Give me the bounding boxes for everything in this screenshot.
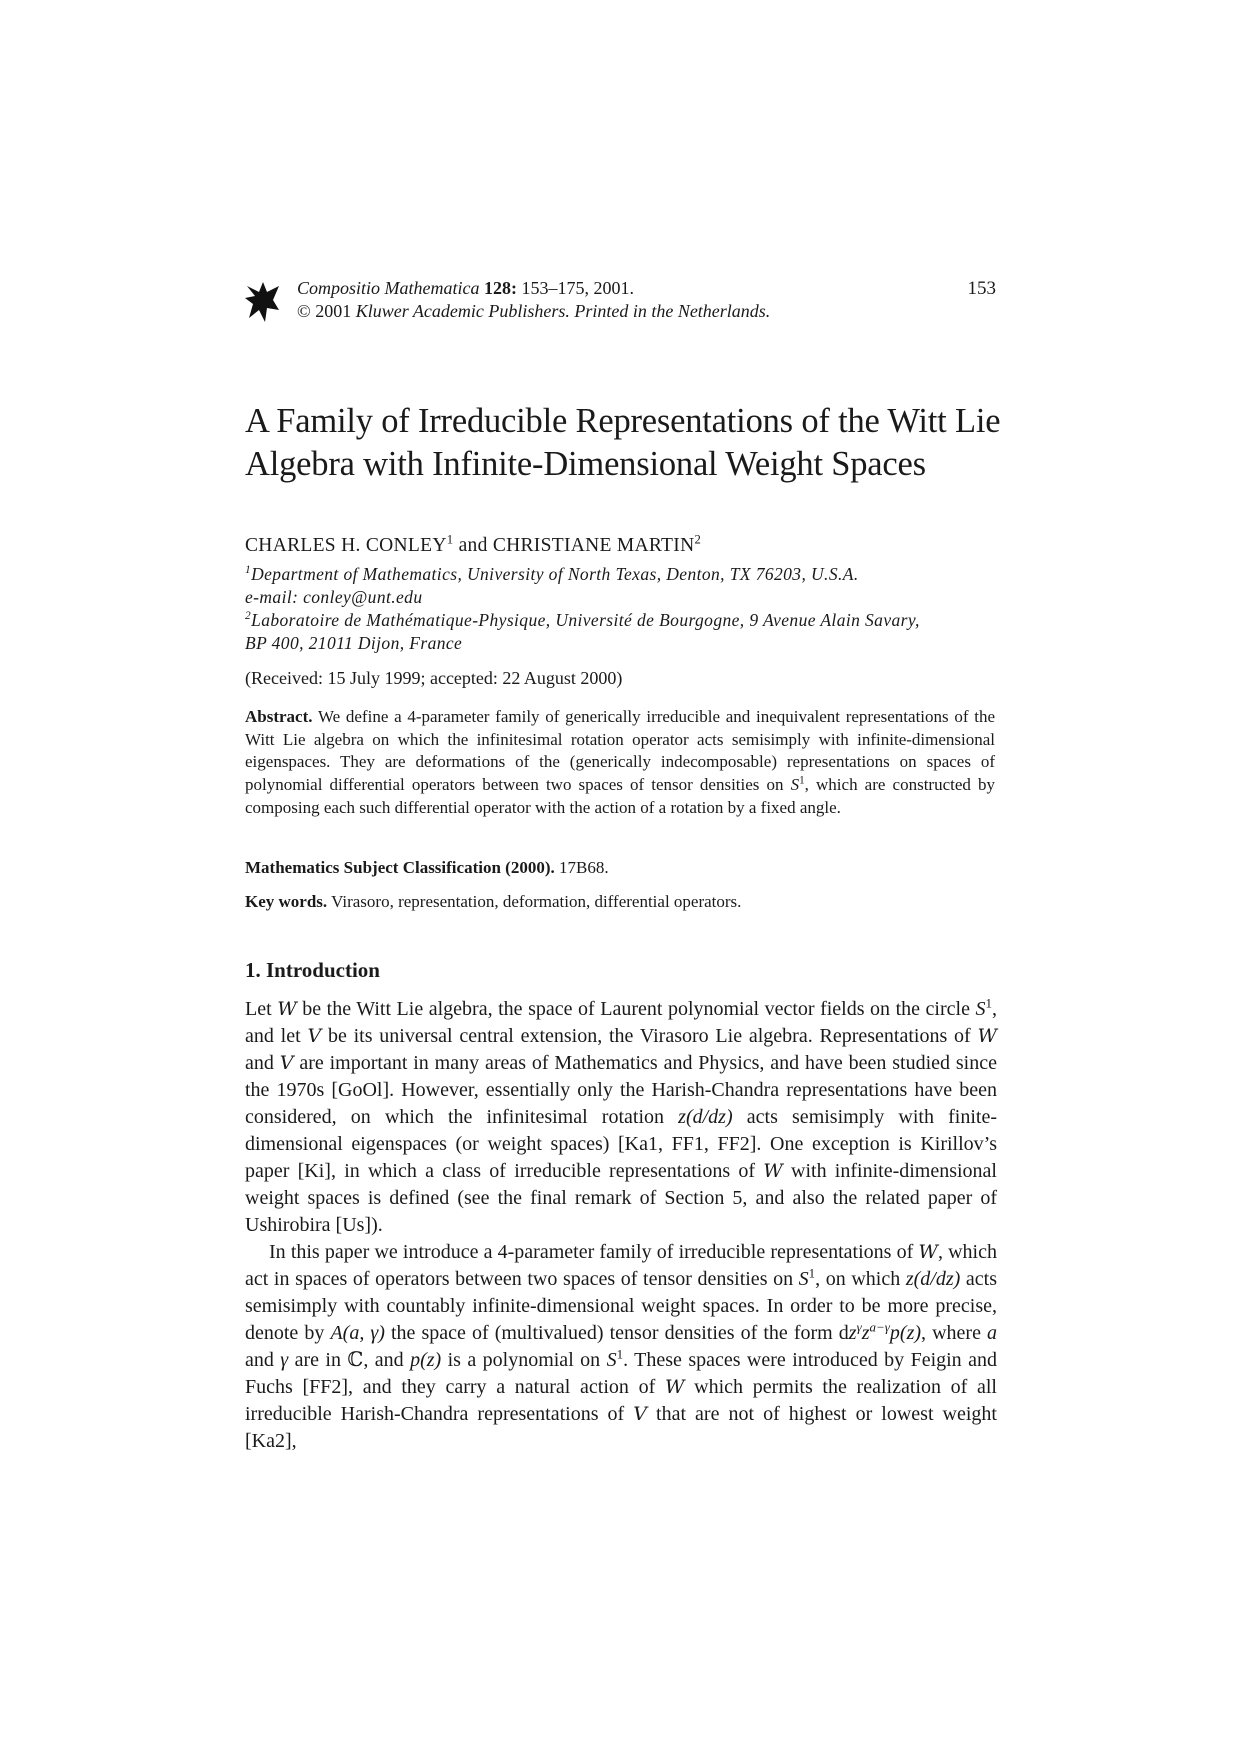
author-2: CHRISTIANE MARTIN bbox=[492, 535, 695, 556]
p2-gamma: γ bbox=[280, 1349, 289, 1371]
p2-circle: S bbox=[798, 1268, 809, 1290]
p1-t5: and bbox=[245, 1052, 280, 1074]
copyright-symbol: © bbox=[297, 301, 311, 321]
affiliation-1-text: Department of Mathematics, University of North Texas, Denton, TX 76203, U.S.A. bbox=[251, 564, 859, 584]
author-1-sup: 1 bbox=[446, 532, 454, 547]
copyright-year: 2001 bbox=[315, 301, 352, 321]
author-1: CHARLES H. CONLEY bbox=[245, 535, 447, 556]
author-2-sup: 2 bbox=[694, 532, 702, 547]
page-number: 153 bbox=[967, 278, 996, 299]
p1-rotation: z(d/dz) bbox=[678, 1106, 733, 1128]
p2-witt: W bbox=[918, 1241, 938, 1263]
p1-witt-3: W bbox=[763, 1160, 783, 1182]
p2-circle-2-sup: 1 bbox=[616, 1346, 624, 1362]
journal-line-2 bbox=[297, 300, 770, 323]
p2-t7: and bbox=[245, 1349, 281, 1371]
p2-complex: ℂ bbox=[347, 1349, 364, 1371]
body-text bbox=[245, 996, 997, 1455]
p1-circle: S bbox=[975, 998, 986, 1020]
p2-witt-2: W bbox=[664, 1376, 685, 1398]
publisher: Kluwer Academic Publishers. Printed in the Netherlands. bbox=[355, 301, 771, 321]
p2-t8: are in bbox=[288, 1349, 348, 1371]
affiliation-2 bbox=[245, 609, 1005, 632]
p1-circle-sup: 1 bbox=[985, 995, 992, 1011]
msc-label: Mathematics Subject Classification (2000). bbox=[245, 858, 555, 877]
p1-t2: be the Witt Lie algebra, the space of Laurent polynomial vector fields on the circle bbox=[296, 998, 976, 1020]
p2-t4: acts semisimply with countably infinite-dimensional weight spaces. In order to be more precise, denote by bbox=[245, 1268, 997, 1344]
paragraph-1 bbox=[245, 996, 997, 1239]
affiliation-1-sup: 1 bbox=[245, 564, 252, 577]
p2-virasoro: V bbox=[633, 1403, 647, 1425]
p1-t3: , and let bbox=[245, 998, 997, 1047]
p2-t3: , on which bbox=[815, 1268, 906, 1290]
p2-density-space: A(a, γ) bbox=[330, 1322, 385, 1344]
paper-title bbox=[245, 400, 1005, 486]
msc bbox=[245, 858, 609, 878]
journal-pages: 153–175, 2001. bbox=[521, 278, 634, 298]
authors-and: and bbox=[458, 535, 488, 556]
p2-dz: z bbox=[848, 1322, 857, 1344]
p2-t1: In this paper we introduce a 4-parameter family of irreducible representations of bbox=[269, 1241, 919, 1263]
p2-a: a bbox=[987, 1322, 998, 1344]
section-heading: 1. Introduction bbox=[245, 958, 380, 982]
journal-volume: 128: bbox=[484, 278, 517, 298]
p2-t5: the space of (multivalued) tensor densities of the form d bbox=[384, 1322, 849, 1344]
title-line-2: Algebra with Infinite-Dimensional Weight Spaces bbox=[245, 445, 926, 483]
affiliation-2-line-1: Laboratoire de Mathématique-Physique, Université de Bourgogne, 9 Avenue Alain Savary, bbox=[251, 610, 920, 630]
affiliation-2-line-2: BP 400, 21011 Dijon, France bbox=[245, 633, 463, 653]
journal-line-1 bbox=[297, 277, 770, 300]
p2-pz-2: p(z) bbox=[410, 1349, 442, 1371]
email: e-mail: conley@unt.edu bbox=[245, 587, 423, 607]
p2-circle-sup: 1 bbox=[808, 1265, 816, 1281]
keywords-label: Key words. bbox=[245, 892, 328, 911]
journal-citation bbox=[297, 277, 770, 323]
p2-t13: that are not of highest or lowest weight [Ka2], bbox=[245, 1403, 997, 1452]
paragraph-2 bbox=[245, 1239, 997, 1455]
msc-value: 17B68. bbox=[559, 858, 609, 877]
p1-virasoro-2: V bbox=[279, 1052, 294, 1074]
p2-z: z bbox=[861, 1322, 870, 1344]
p1-virasoro: V bbox=[307, 1025, 322, 1047]
abstract-s-sup: 1 bbox=[799, 774, 805, 787]
abstract-text-b: , which are constructed by composing each such differential operator with the action of a rotation by a fixed angle. bbox=[245, 775, 995, 817]
p1-t6: are important in many areas of Mathematics and Physics, and have been studied since the 1970s [GoOl]. However, essentially only the Harish-Chandra representations have been considered, on which the infinitesimal rotation bbox=[245, 1052, 997, 1128]
p1-witt-2: W bbox=[977, 1025, 997, 1047]
p2-t9: , and bbox=[363, 1349, 411, 1371]
authors bbox=[245, 532, 702, 557]
abstract-label: Abstract. bbox=[245, 707, 313, 726]
p2-circle-2: S bbox=[606, 1349, 617, 1371]
p1-t1: Let bbox=[245, 998, 278, 1020]
keywords-value: Virasoro, representation, deformation, differential operators. bbox=[331, 892, 742, 911]
journal-name: Compositio Mathematica bbox=[297, 278, 480, 298]
abstract-text-a: We define a 4-parameter family of generically irreducible and inequivalent representations of the Witt Lie algebra on which the infinitesimal rotation operator acts semisimply with infinite-dimensional eigenspaces. They are deformations of the (generically indecomposable) representations on spaces of polynomial differential operators between two spaces of tensor densities on bbox=[245, 707, 995, 795]
affiliation-2-sup: 2 bbox=[245, 610, 252, 623]
title-line-1: A Family of Irreducible Representations of the Witt Lie bbox=[245, 402, 1001, 440]
abstract-s: S bbox=[790, 775, 800, 795]
kluwer-logo-icon bbox=[245, 280, 281, 324]
p1-t7: acts semisimply with finite-dimensional eigenspaces (or weight spaces) [Ka1, FF1, FF2]. One exception is Kirillov’s paper [Ki], in which a class of irreducible representations of bbox=[245, 1106, 997, 1182]
affiliation-1 bbox=[245, 563, 1005, 586]
abstract bbox=[245, 706, 995, 820]
p2-t2: , which act in spaces of operators between two spaces of tensor densities on bbox=[245, 1241, 997, 1290]
p1-witt-algebra: W bbox=[277, 998, 297, 1020]
p1-t4: be its universal central extension, the Virasoro Lie algebra. Representations of bbox=[321, 1025, 978, 1047]
p2-rotation: z(d/dz) bbox=[905, 1268, 961, 1290]
p2-exp-sup: a−γ bbox=[869, 1319, 890, 1335]
received-dates: (Received: 15 July 1999; accepted: 22 August 2000) bbox=[245, 668, 623, 688]
p2-pz: p(z) bbox=[889, 1322, 922, 1344]
p1-t8: with infinite-dimensional weight spaces is defined (see the final remark of Section 5, and also the related paper of Ushirobira [Us]). bbox=[245, 1160, 997, 1236]
p2-gamma-sup: γ bbox=[856, 1319, 862, 1335]
p2-t10: is a polynomial on bbox=[441, 1349, 607, 1371]
keywords bbox=[245, 892, 741, 912]
p2-t11: . These spaces were introduced by Feigin and Fuchs [FF2], and they carry a natural action of bbox=[245, 1349, 997, 1398]
p2-t6: , where bbox=[921, 1322, 988, 1344]
p2-t12: which permits the realization of all irreducible Harish-Chandra representations of bbox=[245, 1376, 997, 1425]
affiliations bbox=[245, 563, 1005, 655]
